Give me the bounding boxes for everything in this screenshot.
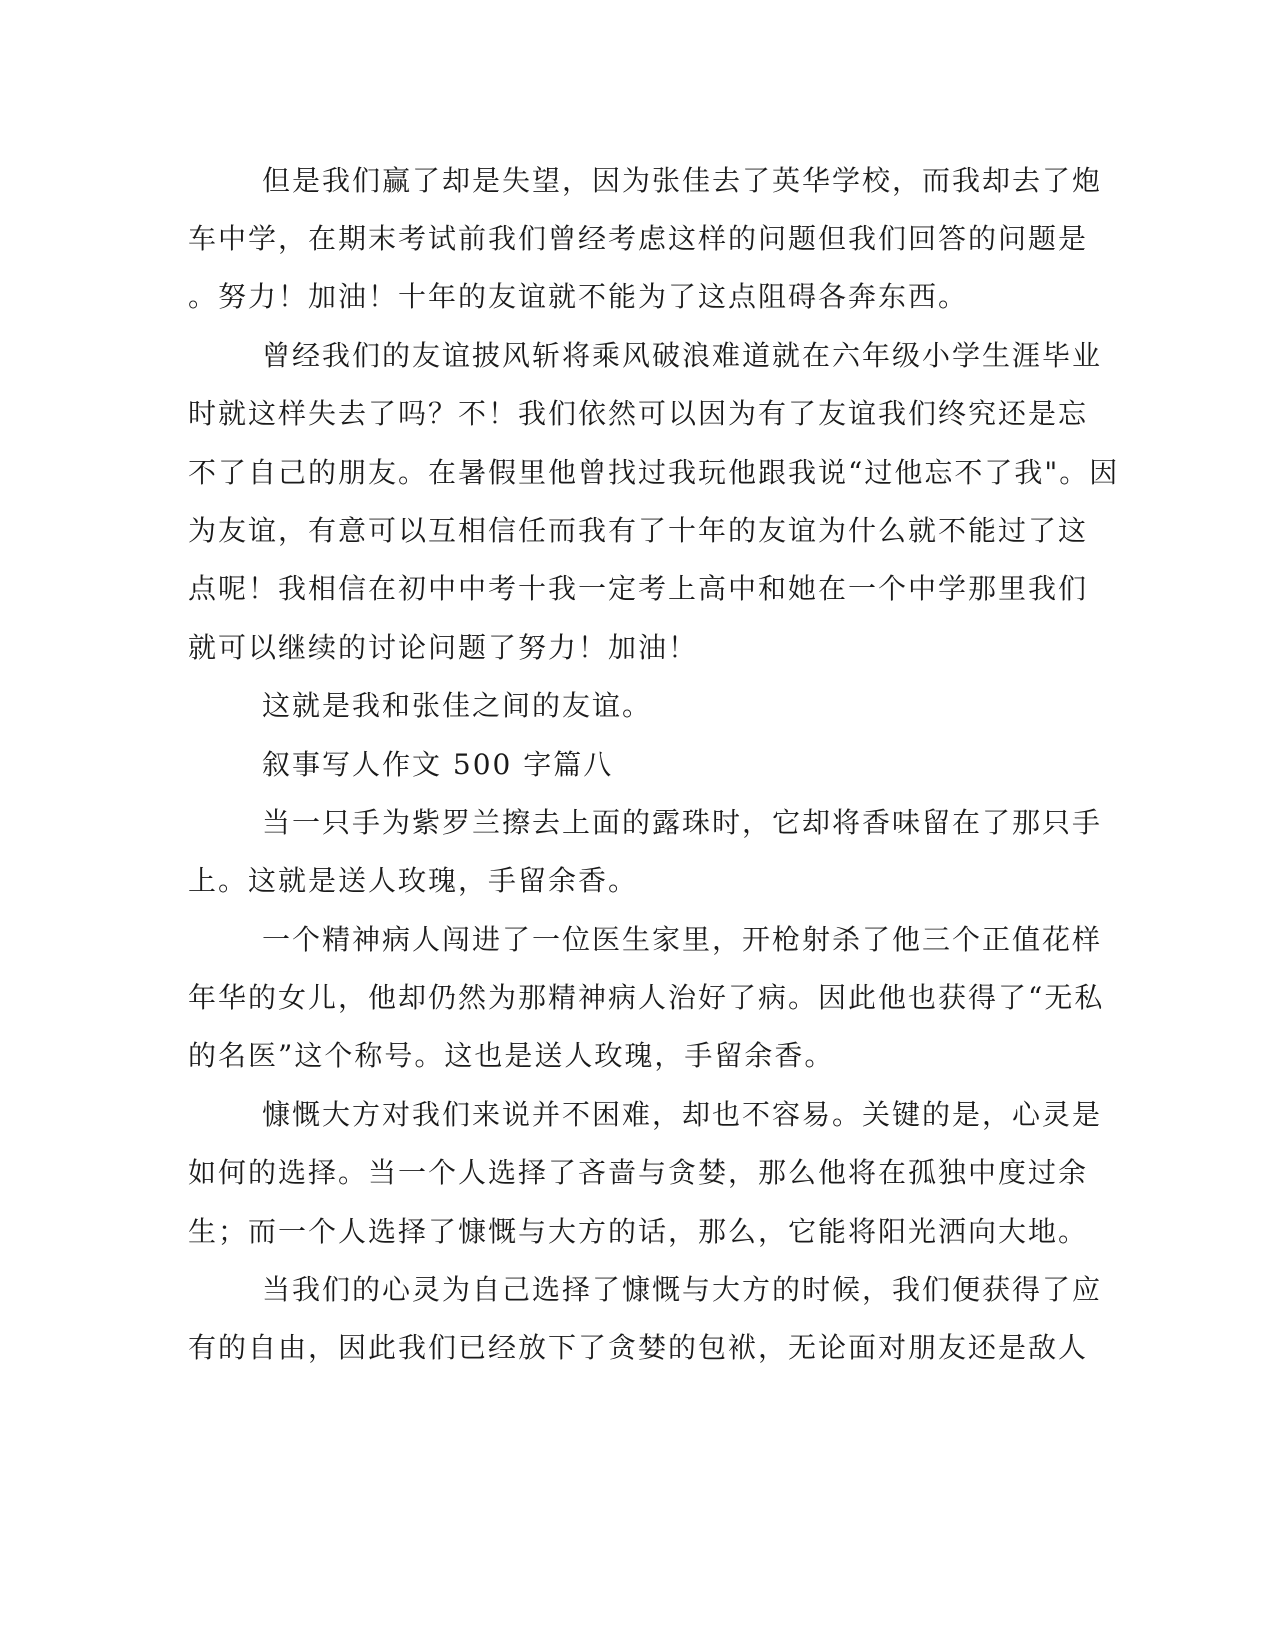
text-line: 当我们的心灵为自己选择了慷慨与大方的时候，我们便获得了应 [262, 1273, 1103, 1306]
text-line: 上。这就是送人玫瑰，手留余香。 [188, 864, 639, 897]
text-line: 曾经我们的友谊披风斩将乘风破浪难道就在六年级小学生涯毕业 [262, 339, 1103, 372]
text-line: 时就这样失去了吗？不！我们依然可以因为有了友谊我们终究还是忘 [188, 397, 1089, 430]
text-line: 如何的选择。当一个人选择了吝啬与贪婪，那么他将在孤独中度过余 [188, 1156, 1089, 1189]
text-line: 。努力！加油！十年的友谊就不能为了这点阻碍各奔东西。 [188, 280, 969, 313]
text-line: 慷慨大方对我们来说并不困难，却也不容易。关键的是，心灵是 [262, 1098, 1103, 1131]
text-line: 有的自由，因此我们已经放下了贪婪的包袱，无论面对朋友还是敌人 [188, 1331, 1089, 1364]
text-line: 一个精神病人闯进了一位医生家里，开枪射杀了他三个正值花样 [262, 923, 1103, 956]
text-line: 为友谊，有意可以互相信任而我有了十年的友谊为什么就不能过了这 [188, 514, 1089, 547]
text-line: 车中学，在期末考试前我们曾经考虑这样的问题但我们回答的问题是 [188, 222, 1089, 255]
text-line: 点呢！我相信在初中中考十我一定考上高中和她在一个中学那里我们 [188, 572, 1089, 605]
section-heading: 叙事写人作文 500 字篇八 [262, 748, 614, 781]
text-line: 的名医”这个称号。这也是送人玫瑰，手留余香。 [188, 1039, 835, 1072]
text-line: 生；而一个人选择了慷慨与大方的话，那么，它能将阳光洒向大地。 [188, 1215, 1089, 1248]
text-line: 当一只手为紫罗兰擦去上面的露珠时，它却将香味留在了那只手 [262, 806, 1103, 839]
text-line: 但是我们赢了却是失望，因为张佳去了英华学校，而我却去了炮 [262, 164, 1103, 197]
text-line: 不了自己的朋友。在暑假里他曾找过我玩他跟我说“过他忘不了我"。因 [188, 456, 1120, 489]
text-line: 这就是我和张佳之间的友谊。 [262, 689, 653, 722]
text-line: 年华的女儿，他却仍然为那精神病人治好了病。因此他也获得了“无私 [188, 981, 1105, 1014]
text-line: 就可以继续的讨论问题了努力！加油！ [188, 631, 699, 664]
